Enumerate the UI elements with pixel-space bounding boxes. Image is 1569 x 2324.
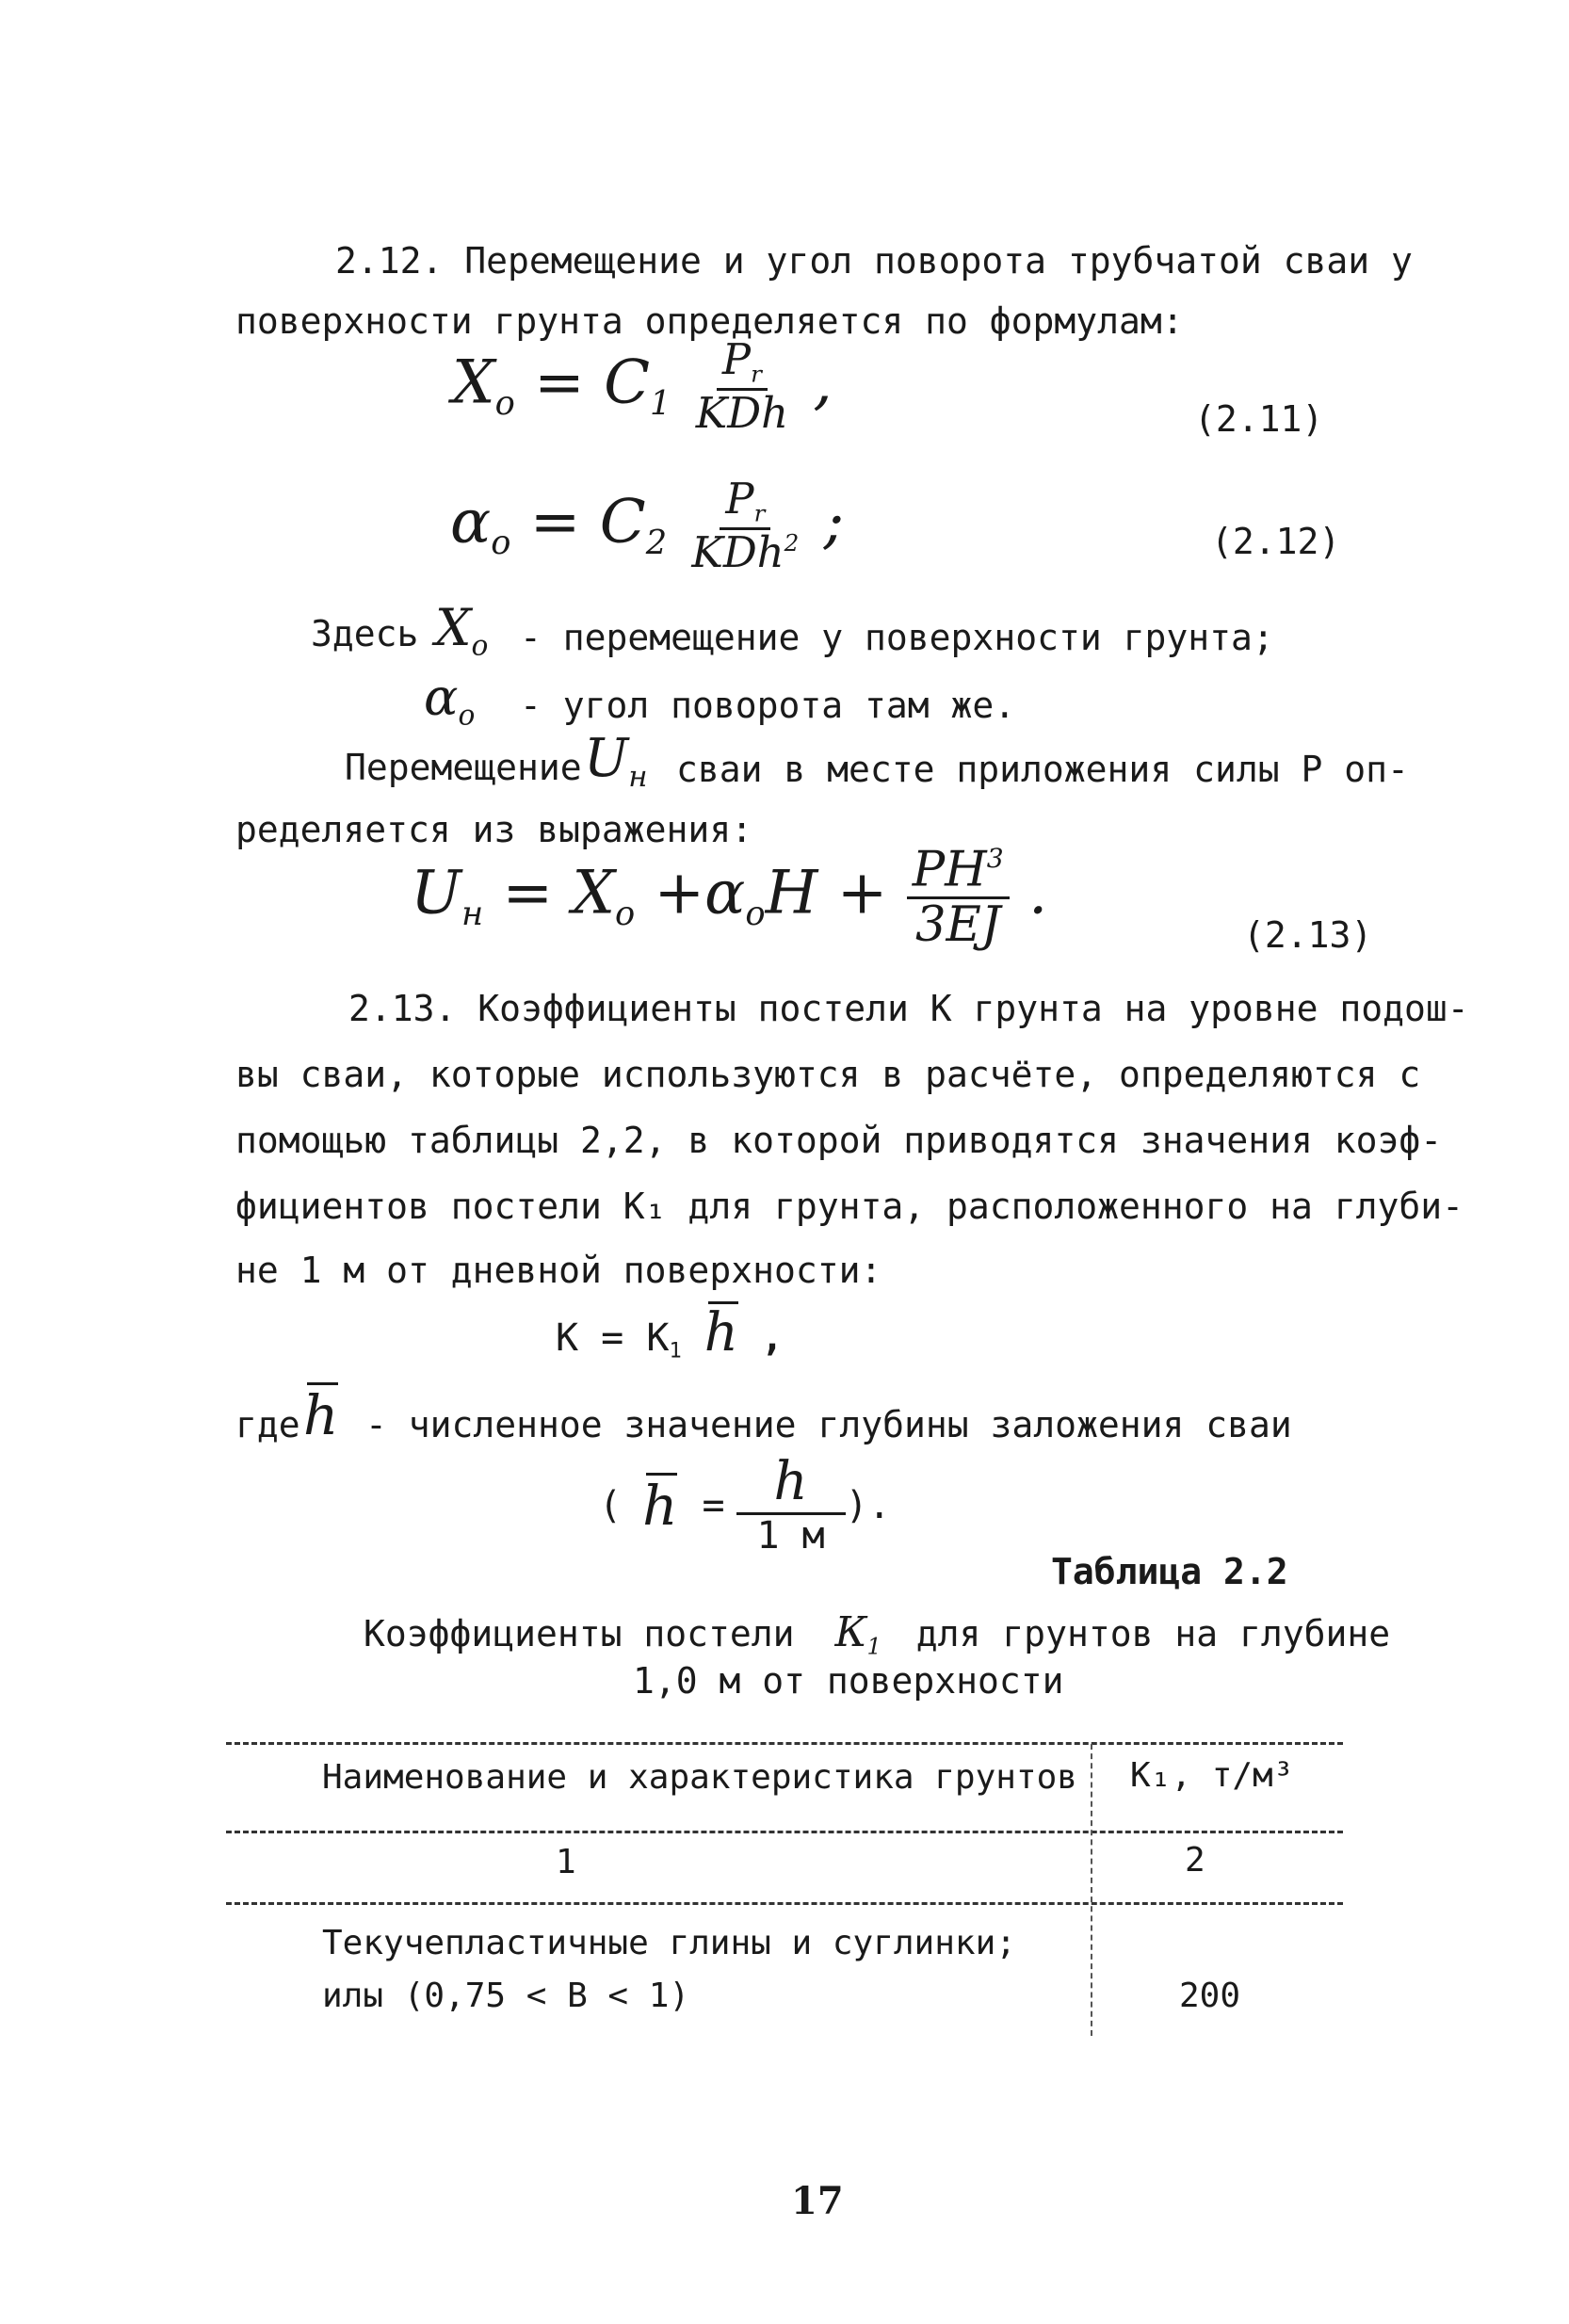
equation-number-2-11: (2.11) <box>1194 398 1324 440</box>
table-row-1-name-line-2: илы (0,75 < В < 1) <box>322 1977 690 2015</box>
table-header-rule <box>226 1831 1343 1833</box>
page-number: 17 <box>791 2179 844 2223</box>
paragraph-2-13-line-1: 2.13. Коэффициенты постели К грунта на уровне подош- <box>348 988 1469 1029</box>
table-caption-line-2: 1,0 м от поверхности <box>633 1660 1064 1702</box>
paragraph-2-12-line-2: поверхности грунта определяется по формулам: <box>235 300 1184 342</box>
formula-h-bar: ( h = $\frac{h}{1 м}$ ). <box>599 1451 891 1557</box>
paragraph-2-13-line-3: помощью таблицы 2,2, в которой приводятся значения коэф- <box>235 1120 1443 1161</box>
paragraph-2-13-line-4: фициентов постели К₁ для грунта, расположенного на глуби- <box>235 1186 1464 1227</box>
table-header-col2: К₁, т/м³ <box>1130 1756 1294 1795</box>
table-caption-line-1: Коэффициенты постели $К_1$ для грунтов на глубине <box>364 1608 1391 1660</box>
equation-number-2-13: (2.13) <box>1243 914 1373 956</box>
table-label: Таблица 2.2 <box>1051 1551 1288 1592</box>
displacement-text-2: ределяется из выражения: <box>235 809 753 850</box>
paragraph-2-12-line-1: 2.12. Перемещение и угол поворота трубчатой сваи у <box>335 240 1413 282</box>
formula-k: $К = К_1$ h , <box>556 1302 784 1364</box>
displacement-word: Перемещение <box>345 747 582 788</box>
where-h-symbol: h <box>303 1383 339 1447</box>
table-number-col2: 2 <box>1185 1841 1205 1880</box>
table-top-rule <box>226 1742 1343 1745</box>
paragraph-2-13-line-5: не 1 м от дневной поверхности: <box>235 1250 882 1291</box>
table-row-1-name-line-1: Текучепластичные глины и суглинки; <box>322 1924 1016 1962</box>
where-word: где <box>235 1404 300 1445</box>
formula-2-12: $\alpha_o = C_2$ $\frac{P_r}{KDh^2}$ ; <box>450 474 845 578</box>
table-row-1-value: 200 <box>1179 1977 1241 2015</box>
formula-2-13: $U_н = X_o +\alpha_oH$ + $\frac{PH^3}{3EJ}$ . <box>411 841 1048 953</box>
table-number-col1: 1 <box>556 1843 576 1881</box>
displacement-symbol-un: $U_н$ <box>584 728 648 794</box>
displacement-text-1: сваи в месте приложения силы Р оп- <box>676 749 1409 790</box>
paragraph-2-13-line-2: вы сваи, которые используются в расчёте, определяются с <box>235 1054 1421 1095</box>
table-numbering-rule <box>226 1902 1343 1905</box>
table-header-col1: Наименование и характеристика грунтов <box>322 1758 1077 1797</box>
equation-number-2-12: (2.12) <box>1211 521 1341 562</box>
table-column-divider <box>1091 1744 1092 2036</box>
legend-word-zdes: Здесь <box>311 613 419 654</box>
legend-text-alpha0: - угол поворота там же. <box>520 685 1016 726</box>
legend-symbol-x0: $X_o$ <box>435 598 489 663</box>
formula-2-11: $X_o = C_1$ $\frac{P_r}{\text{KDh}}$ , <box>452 334 833 439</box>
legend-text-x0: - перемещение у поверхности грунта; <box>520 617 1274 658</box>
legend-symbol-alpha0: $\alpha_o$ <box>424 668 476 733</box>
where-text: - численное значение глубины заложения сваи <box>365 1404 1292 1445</box>
